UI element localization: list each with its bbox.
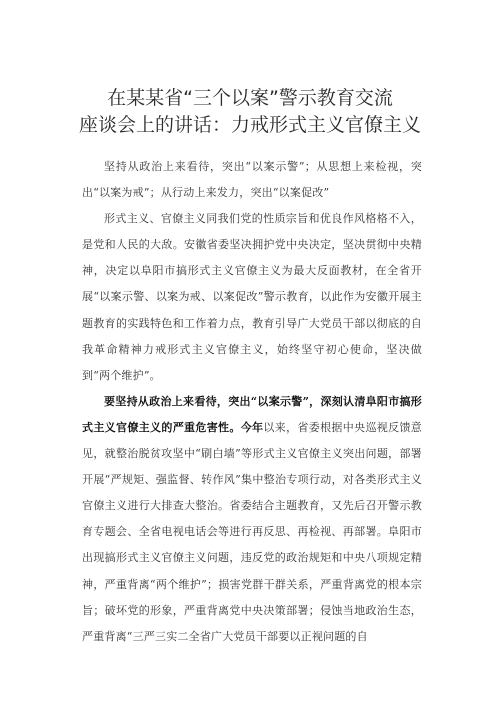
paragraph-section-1	[82, 389, 422, 650]
paragraph-section-1-lead: 要坚持从政治上来看待，突出“以案示警”，深刻认清阜阳市搞形式主义官僚主义的严重危害性。今年	[82, 394, 422, 434]
document-title-line-2: 座谈会上的讲话：力戒形式主义官僚主义	[78, 114, 421, 136]
paragraph-intro: 形式主义、官僚主义同我们党的性质宗旨和优良作风格格不入，是党和人民的大敌。安徽省委坚决拥护党中央决定，坚决贯彻中央精神，决定以阜阳市搞形式主义官僚主义为最大反面教材，在全省开展“以案示警、以案为戒、以案促改”警示教育，以此作为安徽开展主题教育的实践特色和工作着力点，教育引导广大党员干部以彻底的自我革命精神力戒形式主义官僚主义，始终坚守初心使命，坚决做到“两个维护”。	[82, 212, 422, 382]
paragraph-summary: 坚持从政治上来看待，突出“以案示警”；从思想上来检视，突出“以案为戒”；从行动上来发力，突出“以案促改”	[82, 160, 422, 200]
document-title-line-1: 在某某省“三个以案”警示教育交流	[107, 87, 393, 109]
paragraph-section-1-text: 以来，省委根据中央巡视反馈意见，就整治脱贫攻坚中“刷白墙”等形式主义官僚主义突出问题，部署开展“严规矩、强监督、转作风”集中整治专项行动，对各类形式主义官僚主义进行大排查大整治。省委结合主题教育，又先后召开警示教育专题会、全省电视电话会等进行再反思、再检视、再部署。阜阳市出现搞形式主义官僚主义问题，违反党的政治规矩和中央八项规定精神，严重背离“两个维护”；损害党群干群关系，严重背离党的根本宗旨；破坏党的形象，严重背离党中央决策部署；侵蚀当地政治生态，严重背离“三严三实二全省广大党员干部要以正视问题的自	[82, 420, 422, 643]
document-body	[82, 154, 422, 650]
